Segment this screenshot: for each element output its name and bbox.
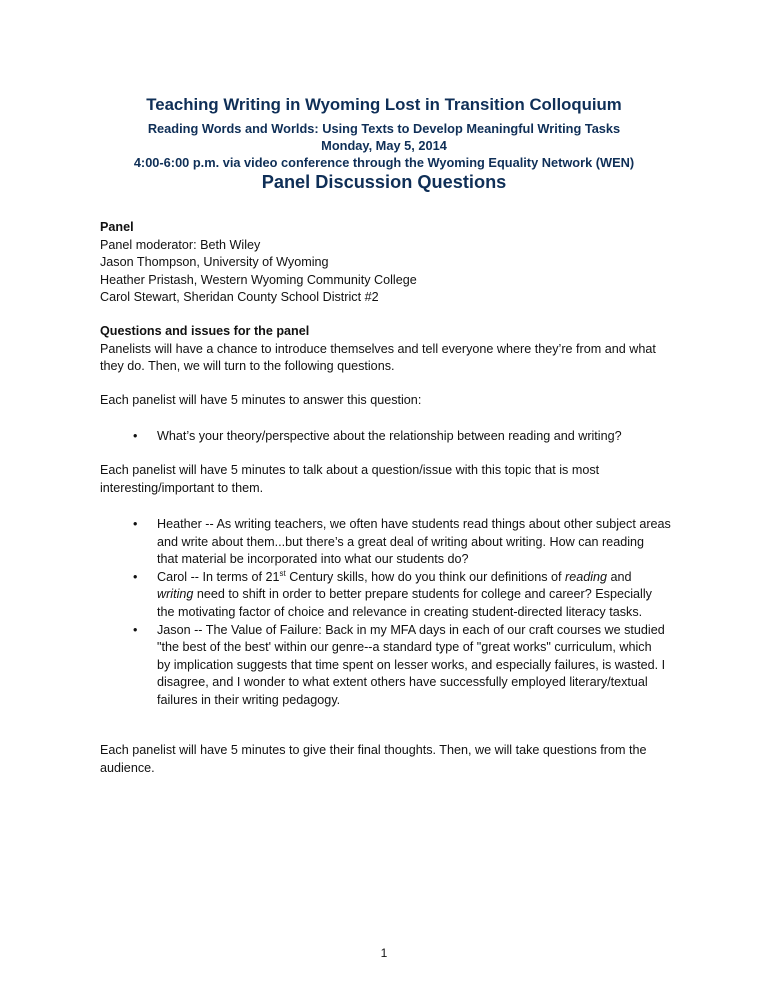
closing-line: Each panelist will have 5 minutes to give their final thoughts. Then, we will take questions from the <box>100 743 647 757</box>
panel-member: Heather Pristash, Western Wyoming Community College <box>100 272 417 287</box>
list-item-carol <box>117 569 697 622</box>
bullet-line: and write about them...but there’s a great deal of writing about writing. How can reading <box>157 534 645 549</box>
intro-line: Panelists will have a chance to introduce themselves and tell everyone where they’re from and what <box>100 341 656 356</box>
panel-member: Carol Stewart, Sheridan County School District #2 <box>100 290 379 305</box>
closing-line: audience. <box>100 760 155 775</box>
panel-section <box>100 219 670 307</box>
document-title: Teaching Writing in Wyoming Lost in Transition Colloquium <box>146 95 622 114</box>
list-item <box>117 428 687 446</box>
bullet-line: writing need to shift in order to better prepare students for college and career? Especially <box>157 587 652 602</box>
q1-list <box>117 428 687 446</box>
q2-list <box>117 516 697 710</box>
bullet-line: Heather -- As writing teachers, we often have students read things about other subject areas <box>157 517 671 531</box>
q2-lead-line: interesting/important to them. <box>100 480 264 495</box>
subtitle: Reading Words and Worlds: Using Texts to Develop Meaningful Writing Tasks <box>147 121 621 136</box>
bullet-line: Jason -- The Value of Failure: Back in my MFA days in each of our craft courses we studied <box>157 622 665 637</box>
q1-lead: Each panelist will have 5 minutes to answer this question: <box>100 393 422 407</box>
event-time-venue: 4:00-6:00 p.m. via video conference through the Wyoming Equality Network (WEN) <box>133 155 635 170</box>
page-number: 1 <box>380 946 388 960</box>
panel-heading: Panel <box>100 220 134 234</box>
list-item-jason <box>117 622 697 710</box>
q2-lead <box>100 462 670 497</box>
list-item-heather <box>117 516 697 569</box>
bullet-line: failures in their writing pedagogy. <box>157 692 341 707</box>
bullet-line: that material be incorporated into what our students do? <box>157 552 469 567</box>
q1-question: What’s your theory/perspective about the relationship between reading and writing? <box>157 429 622 443</box>
document-subheader <box>0 120 768 171</box>
panel-member: Jason Thompson, University of Wyoming <box>100 255 329 270</box>
intro-line: they do. Then, we will turn to the following questions. <box>100 359 395 374</box>
questions-heading: Questions and issues for the panel <box>100 324 310 338</box>
bullet-line: disagree, and I wonder to what extent others have successfully employed literary/textual <box>157 675 648 690</box>
bullet-icon: • <box>133 429 138 443</box>
closing-paragraph <box>100 742 670 777</box>
bullet-line: Carol -- In terms of 21st Century skills, how do you think our definitions of reading and <box>157 568 632 584</box>
panel-member: Panel moderator: Beth Wiley <box>100 237 261 252</box>
questions-section <box>100 323 670 376</box>
bullet-icon: • <box>133 569 138 584</box>
q2-lead-line: Each panelist will have 5 minutes to talk about a question/issue with this topic that is most <box>100 463 600 477</box>
bullet-line: the motivating factor of choice and relevance in creating student-directed literacy tasks. <box>157 604 643 619</box>
bullet-icon: • <box>133 517 138 531</box>
section-heading: Panel Discussion Questions <box>261 172 507 192</box>
event-date: Monday, May 5, 2014 <box>321 138 447 153</box>
bullet-icon: • <box>133 622 138 637</box>
bullet-line: by implication suggests that time spent on lesser works, and especially failures, is wasted. I <box>157 657 666 672</box>
bullet-line: "the best of the best' within our genre--a standard type of "great works" curriculum, which <box>157 640 652 655</box>
